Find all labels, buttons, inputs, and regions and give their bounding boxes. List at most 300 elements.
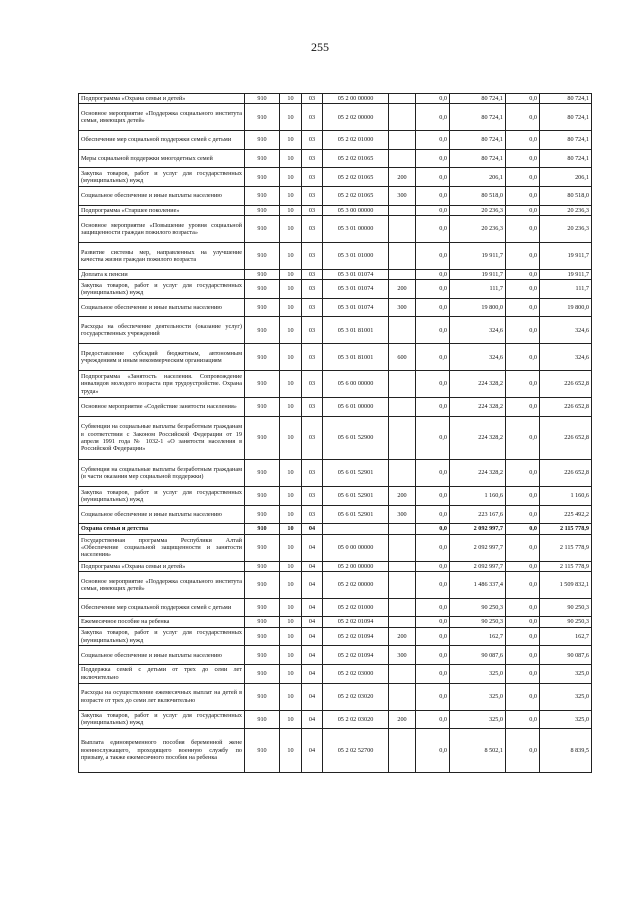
table-cell-subsection: 03 [302, 460, 323, 487]
table-cell-expense-type [389, 216, 416, 243]
table-cell-amount-2: 325,0 [540, 665, 592, 684]
table-cell-amount-1: 325,0 [450, 665, 506, 684]
table-row [79, 216, 592, 243]
table-cell-subsection: 03 [302, 487, 323, 506]
table-cell-change-1: 0,0 [416, 617, 450, 627]
table-cell-name: Расходы на обеспечение деятельности (оказание услуг) государственных учреждений [79, 317, 245, 344]
table-cell-change-1: 0,0 [416, 665, 450, 684]
table-cell-subsection: 03 [302, 216, 323, 243]
table-cell-name: Основное мероприятие «Содействие занятости населения» [79, 398, 245, 417]
table-cell-grbs: 910 [245, 729, 280, 773]
table-cell-name: Закупка товаров, работ и услуг для государственных (муниципальных) нужд [79, 627, 245, 646]
table-cell-name: Развитие системы мер, направленных на улучшение качества жизни граждан пожилого возраста [79, 242, 245, 269]
table-cell-name: Меры социальной поддержки многодетных семей [79, 149, 245, 168]
table-row [79, 534, 592, 561]
table-cell-subsection: 04 [302, 683, 323, 710]
table-cell-section: 10 [280, 729, 302, 773]
table-cell-expense-type [389, 460, 416, 487]
table-cell-name: Социальное обеспечение и иные выплаты населению [79, 187, 245, 206]
table-cell-change-2: 0,0 [506, 104, 540, 131]
table-cell-section: 10 [280, 280, 302, 299]
table-cell-amount-1: 1 160,6 [450, 487, 506, 506]
table-cell-change-1: 0,0 [416, 398, 450, 417]
table-cell-expense-type [389, 416, 416, 460]
table-cell-name: Социальное обеспечение и иные выплаты населению [79, 298, 245, 317]
table-cell-grbs: 910 [245, 627, 280, 646]
table-cell-amount-2: 20 236,3 [540, 205, 592, 215]
table-cell-amount-2: 1 509 832,1 [540, 572, 592, 599]
table-cell-amount-2: 80 724,1 [540, 94, 592, 104]
table-cell-amount-1: 90 087,6 [450, 646, 506, 665]
table-cell-amount-2: 1 160,6 [540, 487, 592, 506]
table-cell-change-1: 0,0 [416, 371, 450, 398]
table-cell-change-1: 0,0 [416, 505, 450, 524]
table-cell-change-2: 0,0 [506, 317, 540, 344]
table-cell-change-1: 0,0 [416, 487, 450, 506]
table-cell-grbs: 910 [245, 104, 280, 131]
table-cell-grbs: 910 [245, 665, 280, 684]
table-cell-amount-1: 2 092 997,7 [450, 534, 506, 561]
table-cell-name: Доплата к пенсии [79, 269, 245, 279]
table-row [79, 617, 592, 627]
table-cell-change-1: 0,0 [416, 710, 450, 729]
table-cell-target-article: 05 2 02 00000 [323, 572, 389, 599]
table-cell-name: Закупка товаров, работ и услуг для государственных (муниципальных) нужд [79, 168, 245, 187]
table-cell-section: 10 [280, 683, 302, 710]
table-cell-amount-1: 224 328,2 [450, 416, 506, 460]
table-cell-target-article: 05 2 00 00000 [323, 94, 389, 104]
table-row [79, 710, 592, 729]
table-cell-name: Охрана семьи и детства [79, 524, 245, 534]
table-cell-subsection: 04 [302, 572, 323, 599]
table-cell-change-2: 0,0 [506, 729, 540, 773]
table-cell-subsection: 03 [302, 416, 323, 460]
table-cell-change-2: 0,0 [506, 205, 540, 215]
table-cell-section: 10 [280, 371, 302, 398]
table-cell-section: 10 [280, 524, 302, 534]
table-cell-subsection: 03 [302, 104, 323, 131]
table-cell-change-2: 0,0 [506, 572, 540, 599]
table-cell-expense-type [389, 561, 416, 571]
table-cell-section: 10 [280, 344, 302, 371]
table-cell-amount-2: 324,6 [540, 344, 592, 371]
table-row [79, 505, 592, 524]
table-cell-subsection: 03 [302, 269, 323, 279]
table-cell-subsection: 04 [302, 710, 323, 729]
table-cell-expense-type [389, 524, 416, 534]
table-cell-amount-1: 223 167,6 [450, 505, 506, 524]
table-cell-name: Основное мероприятие «Повышение уровня социальной защищенности граждан пожилого возраста» [79, 216, 245, 243]
table-cell-section: 10 [280, 505, 302, 524]
table-cell-change-2: 0,0 [506, 665, 540, 684]
table-cell-grbs: 910 [245, 216, 280, 243]
table-row [79, 298, 592, 317]
table-cell-change-1: 0,0 [416, 168, 450, 187]
table-cell-name: Обеспечение мер социальной поддержки семей с детьми [79, 131, 245, 150]
table-cell-change-1: 0,0 [416, 561, 450, 571]
table-cell-change-1: 0,0 [416, 416, 450, 460]
table-cell-amount-2: 226 652,8 [540, 460, 592, 487]
table-cell-amount-2: 2 115 778,9 [540, 561, 592, 571]
table-cell-amount-2: 2 115 778,9 [540, 534, 592, 561]
table-cell-change-1: 0,0 [416, 187, 450, 206]
table-cell-section: 10 [280, 269, 302, 279]
table-cell-subsection: 03 [302, 131, 323, 150]
table-cell-change-2: 0,0 [506, 280, 540, 299]
table-cell-target-article [323, 524, 389, 534]
table-cell-amount-2: 19 911,7 [540, 242, 592, 269]
table-cell-change-2: 0,0 [506, 598, 540, 617]
table-cell-grbs: 910 [245, 398, 280, 417]
table-cell-expense-type [389, 269, 416, 279]
table-cell-change-1: 0,0 [416, 524, 450, 534]
table-cell-grbs: 910 [245, 646, 280, 665]
table-cell-target-article: 05 3 01 01000 [323, 242, 389, 269]
table-cell-grbs: 910 [245, 131, 280, 150]
table-cell-name: Субвенции на социальные выплаты безработным гражданам в соответствии с Законом Российской Федерации от 19 апреля 1991 года № 1032-1 «О занятости населения в Российской Федерации» [79, 416, 245, 460]
table-cell-amount-2: 20 236,3 [540, 216, 592, 243]
table-cell-target-article: 05 2 02 01094 [323, 646, 389, 665]
table-cell-amount-1: 80 724,1 [450, 149, 506, 168]
table-cell-subsection: 03 [302, 205, 323, 215]
table-row [79, 487, 592, 506]
table-cell-change-1: 0,0 [416, 683, 450, 710]
table-row [79, 371, 592, 398]
table-cell-change-2: 0,0 [506, 131, 540, 150]
table-cell-subsection: 03 [302, 298, 323, 317]
table-cell-amount-1: 19 911,7 [450, 242, 506, 269]
table-cell-section: 10 [280, 168, 302, 187]
table-cell-grbs: 910 [245, 187, 280, 206]
table-cell-subsection: 04 [302, 598, 323, 617]
table-cell-change-1: 0,0 [416, 205, 450, 215]
table-row [79, 269, 592, 279]
table-cell-amount-1: 324,6 [450, 317, 506, 344]
table-cell-target-article: 05 3 01 01074 [323, 280, 389, 299]
table-row [79, 187, 592, 206]
table-cell-section: 10 [280, 398, 302, 417]
table-cell-name: Подпрограмма «Охрана семьи и детей» [79, 94, 245, 104]
table-cell-change-1: 0,0 [416, 149, 450, 168]
table-cell-name: Субвенция на социальные выплаты безработным гражданам (в части оказания мер социальной поддержки) [79, 460, 245, 487]
table-cell-section: 10 [280, 627, 302, 646]
table-row [79, 460, 592, 487]
table-cell-expense-type: 200 [389, 487, 416, 506]
table-row [79, 168, 592, 187]
table-cell-section: 10 [280, 487, 302, 506]
table-cell-expense-type [389, 598, 416, 617]
table-cell-amount-2: 226 652,8 [540, 371, 592, 398]
table-cell-amount-2: 162,7 [540, 627, 592, 646]
table-cell-grbs: 910 [245, 317, 280, 344]
table-cell-section: 10 [280, 149, 302, 168]
table-cell-amount-2: 80 724,1 [540, 104, 592, 131]
table-cell-amount-2: 90 250,3 [540, 598, 592, 617]
table-cell-amount-1: 80 724,1 [450, 131, 506, 150]
table-cell-subsection: 04 [302, 561, 323, 571]
table-cell-subsection: 03 [302, 280, 323, 299]
table-row [79, 416, 592, 460]
table-cell-section: 10 [280, 460, 302, 487]
table-cell-amount-1: 90 250,3 [450, 598, 506, 617]
table-cell-section: 10 [280, 205, 302, 215]
table-cell-name: Основное мероприятие «Поддержка социального института семьи, имеющих детей» [79, 104, 245, 131]
table-cell-grbs: 910 [245, 344, 280, 371]
table-cell-amount-2: 90 087,6 [540, 646, 592, 665]
table-cell-section: 10 [280, 416, 302, 460]
table-cell-grbs: 910 [245, 205, 280, 215]
table-cell-section: 10 [280, 187, 302, 206]
table-cell-subsection: 04 [302, 646, 323, 665]
table-cell-change-1: 0,0 [416, 344, 450, 371]
table-cell-section: 10 [280, 242, 302, 269]
table-cell-target-article: 05 2 02 03000 [323, 665, 389, 684]
table-cell-grbs: 910 [245, 487, 280, 506]
table-row [79, 627, 592, 646]
table-cell-amount-2: 111,7 [540, 280, 592, 299]
table-cell-section: 10 [280, 617, 302, 627]
table-cell-amount-2: 226 652,8 [540, 416, 592, 460]
table-cell-subsection: 04 [302, 729, 323, 773]
table-cell-change-1: 0,0 [416, 298, 450, 317]
table-cell-amount-1: 80 724,1 [450, 94, 506, 104]
table-cell-change-1: 0,0 [416, 646, 450, 665]
table-cell-target-article: 05 2 02 01065 [323, 149, 389, 168]
table-cell-grbs: 910 [245, 524, 280, 534]
page-number: 255 [311, 40, 329, 54]
table-cell-target-article: 05 3 01 00000 [323, 216, 389, 243]
table-cell-amount-1: 325,0 [450, 683, 506, 710]
table-cell-expense-type [389, 205, 416, 215]
table-cell-target-article: 05 2 02 01065 [323, 168, 389, 187]
table-cell-amount-1: 2 092 997,7 [450, 524, 506, 534]
table-cell-grbs: 910 [245, 242, 280, 269]
table-cell-subsection: 04 [302, 617, 323, 627]
table-row [79, 646, 592, 665]
table-cell-change-2: 0,0 [506, 187, 540, 206]
table-cell-expense-type: 300 [389, 646, 416, 665]
table-cell-change-2: 0,0 [506, 617, 540, 627]
table-cell-expense-type: 300 [389, 187, 416, 206]
table-row [79, 317, 592, 344]
table-row [79, 524, 592, 534]
table-cell-change-2: 0,0 [506, 683, 540, 710]
table-cell-target-article: 05 2 02 01000 [323, 131, 389, 150]
table-cell-section: 10 [280, 598, 302, 617]
table-cell-amount-1: 224 328,2 [450, 398, 506, 417]
table-cell-amount-1: 80 724,1 [450, 104, 506, 131]
table-cell-change-1: 0,0 [416, 280, 450, 299]
table-cell-name: Закупка товаров, работ и услуг для государственных (муниципальных) нужд [79, 487, 245, 506]
table-cell-section: 10 [280, 216, 302, 243]
table-cell-target-article: 05 2 02 01094 [323, 617, 389, 627]
table-cell-amount-1: 20 236,3 [450, 216, 506, 243]
table-cell-subsection: 04 [302, 534, 323, 561]
table-cell-change-2: 0,0 [506, 269, 540, 279]
table-row [79, 665, 592, 684]
table-cell-change-2: 0,0 [506, 94, 540, 104]
table-cell-change-2: 0,0 [506, 398, 540, 417]
table-cell-amount-2: 206,1 [540, 168, 592, 187]
table-cell-amount-2: 80 724,1 [540, 149, 592, 168]
table-cell-section: 10 [280, 572, 302, 599]
table-cell-amount-2: 8 839,5 [540, 729, 592, 773]
table-cell-section: 10 [280, 665, 302, 684]
table-cell-amount-1: 162,7 [450, 627, 506, 646]
table-cell-section: 10 [280, 534, 302, 561]
table-cell-target-article: 05 3 01 01074 [323, 298, 389, 317]
table-cell-target-article: 05 6 01 52901 [323, 487, 389, 506]
table-cell-expense-type [389, 534, 416, 561]
table-cell-expense-type: 200 [389, 627, 416, 646]
table-cell-change-1: 0,0 [416, 627, 450, 646]
table-cell-change-1: 0,0 [416, 242, 450, 269]
table-cell-target-article: 05 2 02 01094 [323, 627, 389, 646]
table-row [79, 398, 592, 417]
table-cell-amount-1: 2 092 997,7 [450, 561, 506, 571]
table-cell-grbs: 910 [245, 617, 280, 627]
table-cell-expense-type [389, 242, 416, 269]
table-cell-expense-type: 200 [389, 168, 416, 187]
table-cell-target-article: 05 6 01 00000 [323, 398, 389, 417]
table-cell-change-1: 0,0 [416, 729, 450, 773]
table-row [79, 729, 592, 773]
table-cell-target-article: 05 2 02 01065 [323, 187, 389, 206]
table-row [79, 131, 592, 150]
table-cell-grbs: 910 [245, 534, 280, 561]
table-cell-name: Закупка товаров, работ и услуг для государственных (муниципальных) нужд [79, 280, 245, 299]
table-cell-change-1: 0,0 [416, 317, 450, 344]
table-cell-grbs: 910 [245, 280, 280, 299]
table-cell-amount-2: 19 800,0 [540, 298, 592, 317]
table-cell-grbs: 910 [245, 505, 280, 524]
table-cell-expense-type [389, 665, 416, 684]
table-cell-section: 10 [280, 104, 302, 131]
table-cell-expense-type [389, 317, 416, 344]
table-cell-expense-type [389, 149, 416, 168]
budget-table [78, 93, 592, 773]
table-cell-expense-type [389, 398, 416, 417]
table-cell-subsection: 03 [302, 168, 323, 187]
table-cell-target-article: 05 2 02 00000 [323, 104, 389, 131]
table-cell-change-2: 0,0 [506, 149, 540, 168]
table-cell-name: Поддержка семей с детьми от трех до семи лет включительно [79, 665, 245, 684]
table-cell-change-2: 0,0 [506, 216, 540, 243]
table-row [79, 344, 592, 371]
table-cell-target-article: 05 2 02 01000 [323, 598, 389, 617]
table-cell-subsection: 03 [302, 242, 323, 269]
table-cell-expense-type [389, 104, 416, 131]
table-cell-expense-type [389, 617, 416, 627]
table-cell-subsection: 03 [302, 94, 323, 104]
table-cell-target-article: 05 2 02 52700 [323, 729, 389, 773]
table-cell-change-2: 0,0 [506, 627, 540, 646]
table-cell-section: 10 [280, 561, 302, 571]
table-cell-amount-2: 325,0 [540, 683, 592, 710]
table-cell-change-2: 0,0 [506, 416, 540, 460]
table-cell-change-2: 0,0 [506, 344, 540, 371]
table-cell-subsection: 03 [302, 317, 323, 344]
table-row [79, 683, 592, 710]
table-cell-name: Подпрограмма «Занятость населения. Сопровождение инвалидов молодого возраста при трудоустройстве. Охрана труда» [79, 371, 245, 398]
table-cell-change-1: 0,0 [416, 598, 450, 617]
table-cell-grbs: 910 [245, 598, 280, 617]
table-cell-grbs: 910 [245, 710, 280, 729]
table-cell-amount-2: 19 911,7 [540, 269, 592, 279]
table-cell-grbs: 910 [245, 269, 280, 279]
table-cell-subsection: 03 [302, 398, 323, 417]
table-cell-amount-1: 324,6 [450, 344, 506, 371]
table-cell-target-article: 05 6 01 52901 [323, 460, 389, 487]
table-cell-target-article: 05 2 02 03020 [323, 710, 389, 729]
table-cell-section: 10 [280, 131, 302, 150]
table-cell-target-article: 05 6 01 52900 [323, 416, 389, 460]
table-cell-amount-1: 8 502,1 [450, 729, 506, 773]
table-cell-amount-1: 90 250,3 [450, 617, 506, 627]
table-cell-amount-1: 20 236,3 [450, 205, 506, 215]
table-cell-name: Социальное обеспечение и иные выплаты населению [79, 646, 245, 665]
table-cell-section: 10 [280, 646, 302, 665]
table-cell-change-1: 0,0 [416, 94, 450, 104]
table-cell-amount-2: 90 250,3 [540, 617, 592, 627]
table-cell-grbs: 910 [245, 416, 280, 460]
table-cell-amount-2: 325,0 [540, 710, 592, 729]
table-cell-name: Ежемесячное пособие на ребенка [79, 617, 245, 627]
table-cell-change-1: 0,0 [416, 460, 450, 487]
table-cell-name: Закупка товаров, работ и услуг для государственных (муниципальных) нужд [79, 710, 245, 729]
table-cell-target-article: 05 2 00 00000 [323, 561, 389, 571]
table-cell-target-article: 05 6 01 52901 [323, 505, 389, 524]
table-cell-change-2: 0,0 [506, 371, 540, 398]
table-cell-subsection: 03 [302, 371, 323, 398]
table-cell-expense-type: 600 [389, 344, 416, 371]
table-cell-section: 10 [280, 94, 302, 104]
table-cell-subsection: 03 [302, 149, 323, 168]
table-cell-amount-2: 225 492,2 [540, 505, 592, 524]
table-cell-name: Выплата единовременного пособия беременной жене военнослужащего, проходящего военную службу по призыву, а также ежемесячного пособия на ребенка [79, 729, 245, 773]
table-cell-amount-1: 19 800,0 [450, 298, 506, 317]
table-cell-name: Основное мероприятие «Поддержка социального института семьи, имеющих детей» [79, 572, 245, 599]
table-cell-section: 10 [280, 317, 302, 344]
table-cell-change-1: 0,0 [416, 269, 450, 279]
table-cell-change-2: 0,0 [506, 561, 540, 571]
table-cell-subsection: 04 [302, 627, 323, 646]
table-cell-grbs: 910 [245, 683, 280, 710]
table-cell-expense-type: 200 [389, 710, 416, 729]
table-cell-expense-type [389, 131, 416, 150]
table-cell-amount-2: 2 115 778,9 [540, 524, 592, 534]
table-cell-amount-2: 80 518,0 [540, 187, 592, 206]
table-cell-change-2: 0,0 [506, 646, 540, 665]
table-row [79, 280, 592, 299]
table-cell-expense-type [389, 683, 416, 710]
table-cell-grbs: 910 [245, 94, 280, 104]
table-cell-change-2: 0,0 [506, 298, 540, 317]
table-cell-expense-type [389, 572, 416, 599]
table-cell-subsection: 03 [302, 505, 323, 524]
table-cell-grbs: 910 [245, 149, 280, 168]
table-cell-target-article: 05 3 01 01074 [323, 269, 389, 279]
table-cell-target-article: 05 3 01 81001 [323, 317, 389, 344]
table-cell-subsection: 03 [302, 344, 323, 371]
table-cell-change-1: 0,0 [416, 216, 450, 243]
table-cell-change-2: 0,0 [506, 487, 540, 506]
table-cell-change-1: 0,0 [416, 572, 450, 599]
table-row [79, 104, 592, 131]
table-cell-name: Обеспечение мер социальной поддержки семей с детьми [79, 598, 245, 617]
table-cell-change-2: 0,0 [506, 168, 540, 187]
table-cell-target-article: 05 3 01 81001 [323, 344, 389, 371]
